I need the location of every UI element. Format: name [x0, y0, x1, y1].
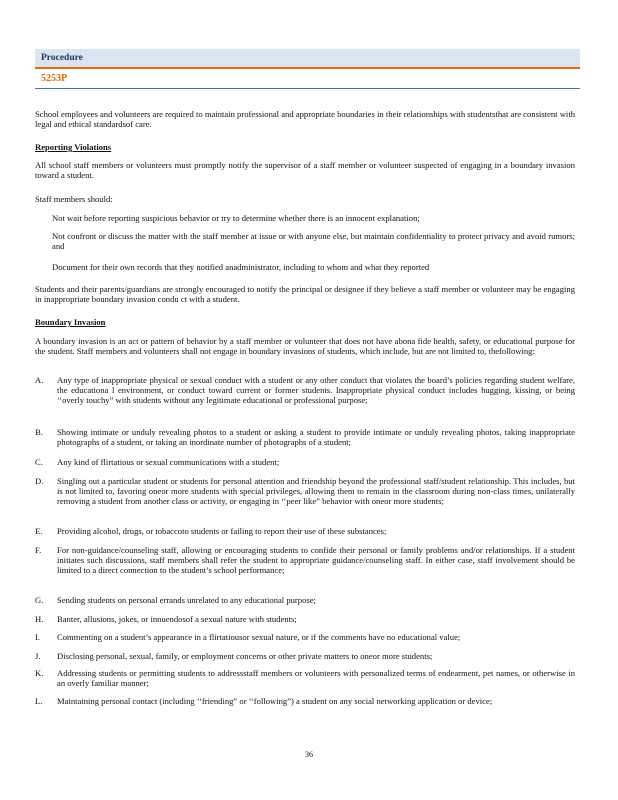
- boundary-paragraph: A boundary invasion is an act or pattern of behavior by a staff member or volunteer that does not have abona fide health, safety, or educational purpose for the student. Staff members and volunteers shall not engage in boundary invasions of students, which include, but are not limited to, thefollowing:: [35, 336, 575, 356]
- list-item-label: I.: [35, 632, 41, 642]
- reporting-paragraph: All school staff members or volunteers must promptly notify the supervisor of a staff member or volunteer suspected of engaging in a boundary invasion toward a student.: [35, 160, 575, 180]
- intro-paragraph: School employees and volunteers are required to maintain professional and appropriate boundaries in their relationships with studentsthat are consistent with legal and ethical standardsof care.: [35, 109, 575, 129]
- policy-code-bar: [35, 70, 580, 89]
- list-item-label: E.: [35, 526, 43, 536]
- students-paragraph: Students and their parents/guardians are strongly encouraged to notify the principal or designee if they believe a staff member or volunteer may be engaging in inappropriate boundary invasion condu ct with a student.: [35, 284, 575, 304]
- list-item-label: A.: [35, 375, 44, 385]
- page-number: 36: [305, 750, 313, 759]
- list-item-label: C.: [35, 457, 43, 467]
- list-item-text: Disclosing personal, sexual, family, or employment concerns or other private matters to oneor more students;: [57, 651, 433, 661]
- boundary-heading-text: Boundary Invasion: [35, 317, 106, 327]
- list-item-text: Addressing students or permitting students to addressstaff members or volunteers with personalized terms of endearment, pet names, or otherwise in an overly familiar manner;: [57, 668, 575, 688]
- bullet-text: Document for their own records that they notified anadministrator, including to whom and what they reported: [52, 262, 430, 272]
- list-item-label: G.: [35, 595, 44, 605]
- boundary-heading: [35, 317, 575, 327]
- list-item-label: L.: [35, 696, 43, 706]
- list-item-text: Showing intimate or unduly revealing photos to a student or asking a student to provide intimate or unduly revealing photos, taking inappropriate photographs of a student, or taking an inordinate number of photographs of a student;: [57, 427, 575, 447]
- procedure-header-bar: [35, 49, 580, 69]
- procedure-label: Procedure: [41, 53, 83, 63]
- list-item-text: Maintaining personal contact (including ‘‘friending” or ‘‘following”) a student on any social networking application or device;: [57, 696, 493, 706]
- reporting-heading: [35, 142, 575, 152]
- list-item-label: D.: [35, 476, 44, 486]
- bullet-text: Not confront or discuss the matter with the staff member at issue or with anyone else, but maintain confidentiality to protect privacy and avoid rumors; and: [52, 231, 575, 251]
- list-item-label: B.: [35, 427, 43, 437]
- list-item-text: Providing alcohol, drugs, or tobaccoto students or failing to report their use of these substances;: [57, 526, 387, 536]
- list-item-text: Any kind of flirtatious or sexual communications with a student;: [57, 457, 280, 467]
- list-item-text: Commenting on a student’s appearance in a flirtatiousor sexual nature, or if the comments have no educational value;: [57, 632, 461, 642]
- list-item-label: K.: [35, 668, 44, 678]
- bullet-text: Not wait before reporting suspicious behavior or try to determine whether there is an innocent explanation;: [52, 213, 420, 223]
- list-item-label: F.: [35, 545, 42, 555]
- list-item-text: Sending students on personal errands unrelated to any educational purpose;: [57, 595, 316, 605]
- list-item-text: For non-guidance/counseling staff, allowing or encouraging students to confide their personal or family problems and/or relationships. If a student initiates such discussions, staff members shall refer the student to appropriate guidance/counseling staff. In either case, staff involvement should be limited to a direct connection to the student’s school performance;: [57, 545, 575, 575]
- list-item-label: J.: [35, 651, 41, 661]
- reporting-heading-text: Reporting Violations: [35, 142, 112, 152]
- policy-code: 5253P: [41, 73, 68, 84]
- list-item-text: Banter, allusions, jokes, or innuendosof a sexual nature with students;: [57, 614, 297, 624]
- list-item-text: Any type of inappropriate physical or sexual conduct with a student or any other conduct that violates the board’s policies regarding student welfare, the educationa l environment, or conduct toward current or former students. Inappropriate physical conduct includes hugging, kissing, or being ‘‘overly touchy” with students without any legitimate educational or professional purpose;: [57, 375, 575, 405]
- staff-should-label: Staff members should:: [35, 194, 113, 204]
- list-item-text: Singling out a particular student or students for personal attention and friendship beyond the professional staff/student relationship. This includes, but is not limited to, favoring oneor more students with special privileges, allowing them to remain in the classroom during non-class times, unilaterally removing a student from another class or activity, or engaging in ‘‘peer like” behavior with oneor more students;: [57, 476, 575, 506]
- list-item-label: H.: [35, 614, 44, 624]
